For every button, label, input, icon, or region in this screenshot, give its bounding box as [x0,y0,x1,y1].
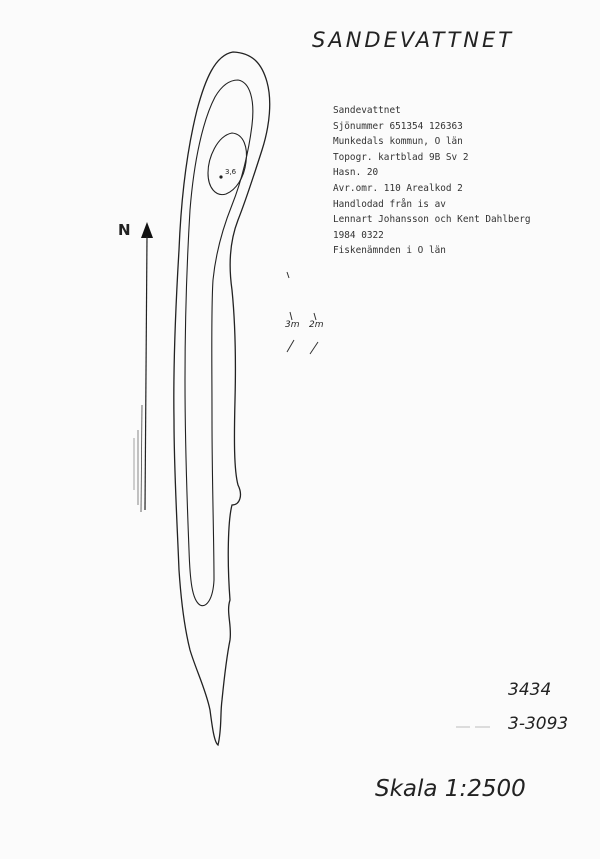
info-line: Handlodad från is av [333,198,446,210]
shoreline [174,52,270,745]
north-label: N [118,221,131,239]
info-line: Hasn. 20 [333,167,379,179]
info-line: Topogr. kartblad 9B Sv 2 [333,151,469,163]
catalog-number-secondary: 3-3093 [508,714,569,734]
catalog-number: 3434 [508,680,552,700]
info-line: Sjönummer 651354 126363 [333,120,463,132]
map-title: SANDEVATTNET [312,28,515,52]
north-arrow-icon [134,222,153,512]
contour-label-2m: 2m [309,320,324,330]
info-line: Avr.omr. 110 Arealkod 2 [333,182,463,194]
info-line: Fiskenämnden i O län [333,245,446,257]
depth-contour-2m [185,80,253,606]
info-line: Sandevattnet [333,105,401,116]
contour-leader-lines [287,272,318,354]
contour-label-3m: 3m [285,320,300,330]
info-line: Lennart Johansson och Kent Dahlberg [333,214,531,226]
info-line: Munkedals kommun, O län [333,136,463,148]
depth-contour-3m [208,133,246,195]
lake-info-block [333,103,531,259]
max-depth-label: 3,6 [225,168,237,176]
map-scale: Skala 1:2500 [375,776,526,802]
max-depth-marker [219,175,222,178]
info-line: 1984 0322 [333,229,384,241]
